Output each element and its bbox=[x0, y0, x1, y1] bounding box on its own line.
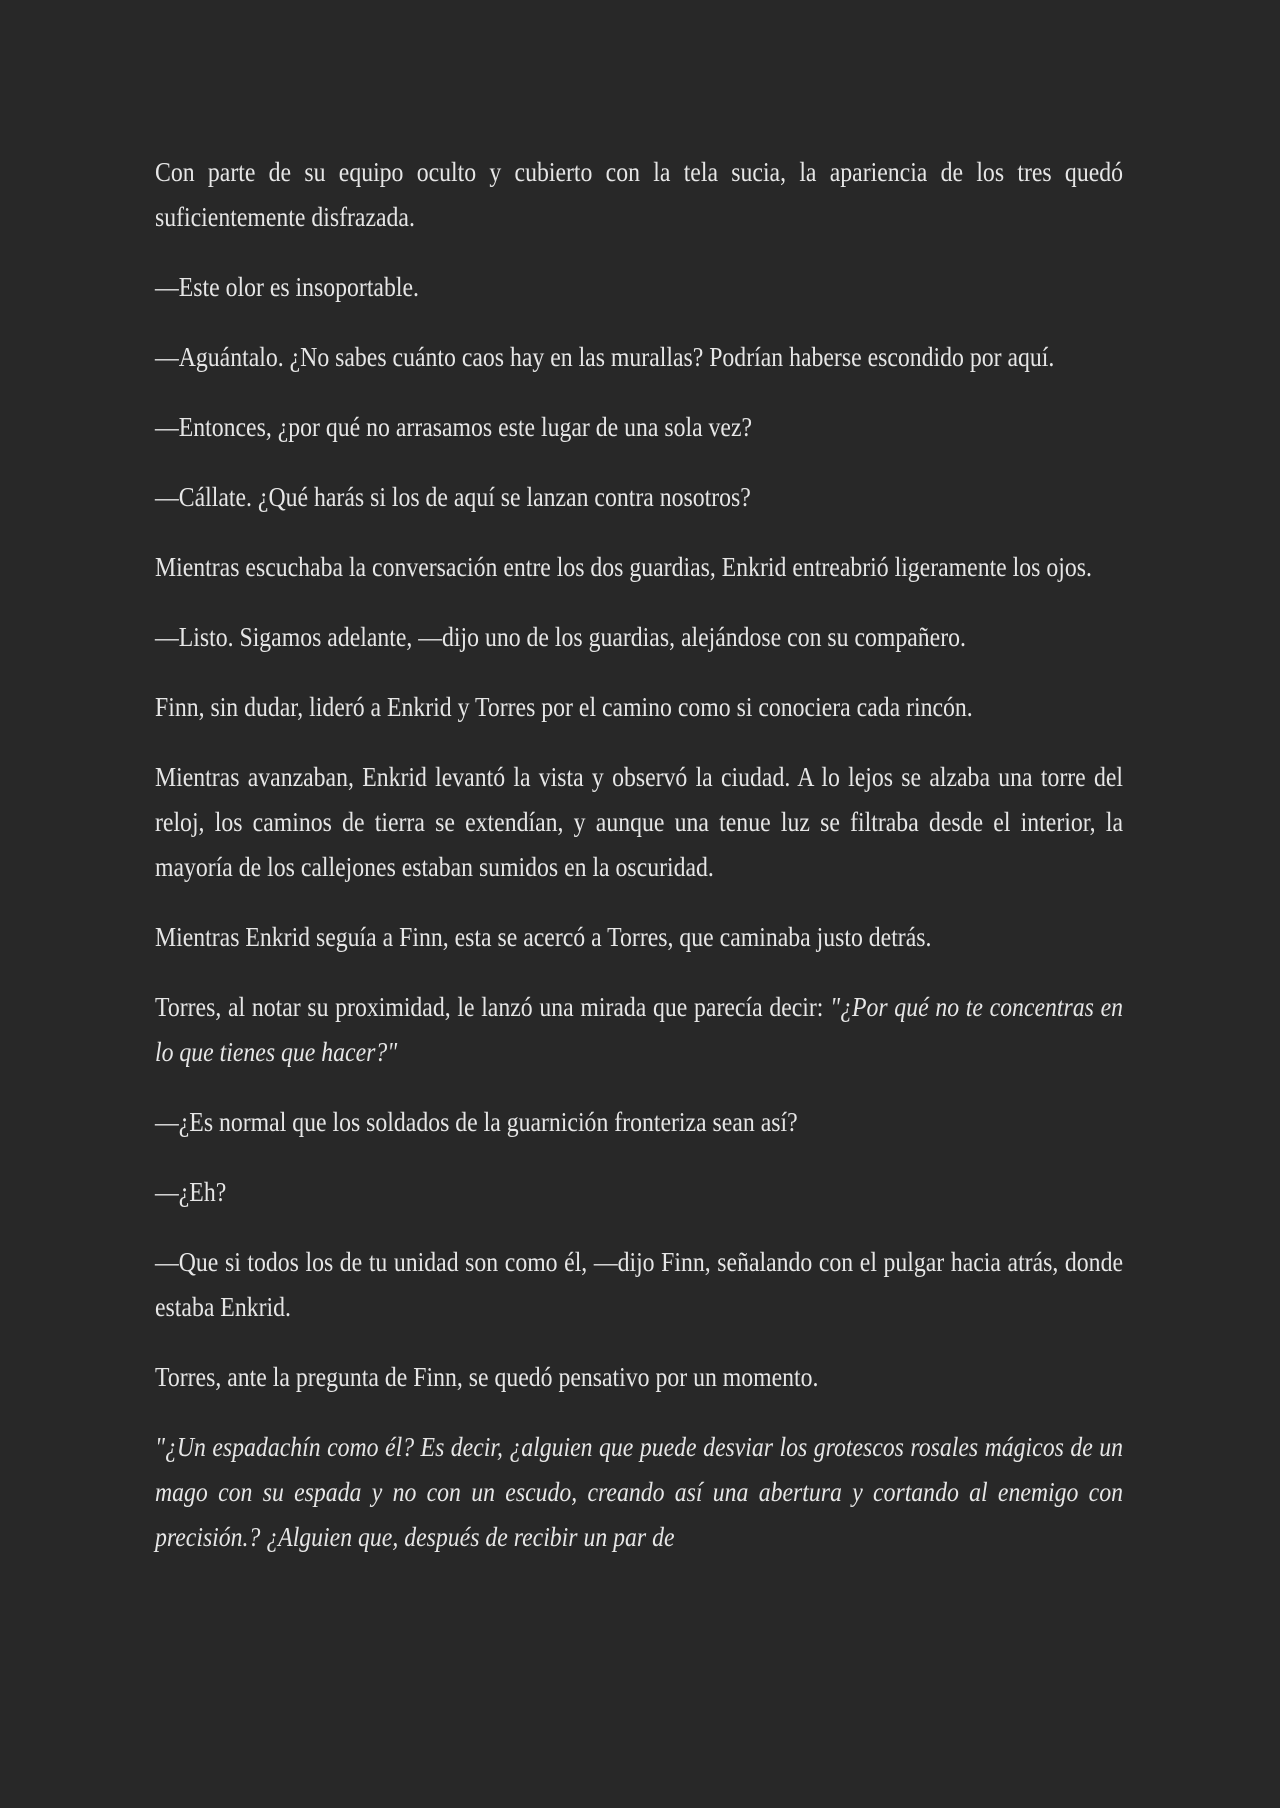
paragraph: Torres, ante la pregunta de Finn, se quedó pensativo por un momento. bbox=[155, 1362, 819, 1392]
page-body bbox=[155, 150, 1123, 1560]
reader-content bbox=[155, 150, 1123, 1585]
paragraph: Finn, sin dudar, lideró a Enkrid y Torres por el camino como si conociera cada rincón. bbox=[155, 692, 973, 722]
paragraph: Mientras escuchaba la conversación entre los dos guardias, Enkrid entreabrió ligeramente los ojos. bbox=[155, 552, 1092, 582]
paragraph: Mientras Enkrid seguía a Finn, esta se acercó a Torres, que caminaba justo detrás. bbox=[155, 922, 932, 952]
paragraph: —Este olor es insoportable. bbox=[155, 272, 419, 302]
paragraph: Mientras avanzaban, Enkrid levantó la vista y observó la ciudad. A lo lejos se alzaba una torre del reloj, los caminos de tierra se extendían, y aunque una tenue luz se filtraba desde el interior, la mayoría de los callejones estaban sumidos en la oscuridad. bbox=[155, 762, 1123, 882]
paragraph-text: Torres, al notar su proximidad, le lanzó una mirada que parecía decir: bbox=[155, 992, 831, 1022]
paragraph: —Que si todos los de tu unidad son como él, —dijo Finn, señalando con el pulgar hacia atrás, donde estaba Enkrid. bbox=[155, 1247, 1123, 1322]
paragraph: —¿Eh? bbox=[155, 1177, 227, 1207]
paragraph: —Aguántalo. ¿No sabes cuánto caos hay en las murallas? Podrían haberse escondido por aquí. bbox=[155, 342, 1055, 372]
paragraph: —¿Es normal que los soldados de la guarnición fronteriza sean así? bbox=[155, 1107, 798, 1137]
paragraph: —Cállate. ¿Qué harás si los de aquí se lanzan contra nosotros? bbox=[155, 482, 751, 512]
inner-thought: "¿Por qué no te concentras en lo que tienes que hacer?" bbox=[155, 992, 1123, 1067]
paragraph: —Entonces, ¿por qué no arrasamos este lugar de una sola vez? bbox=[155, 412, 753, 442]
paragraph: Con parte de su equipo oculto y cubierto con la tela sucia, la apariencia de los tres quedó suficientemente disfrazada. bbox=[155, 157, 1123, 232]
thought-paragraph: "¿Un espadachín como él? Es decir, ¿alguien que puede desviar los grotescos rosales mágicos de un mago con su espada y no con un escudo, creando así una abertura y cortando al enemigo con precisión.? ¿Alguien que, después de recibir un par de bbox=[155, 1432, 1123, 1552]
paragraph-with-thought bbox=[155, 985, 1123, 1075]
paragraph: —Listo. Sigamos adelante, —dijo uno de los guardias, alejándose con su compañero. bbox=[155, 622, 966, 652]
